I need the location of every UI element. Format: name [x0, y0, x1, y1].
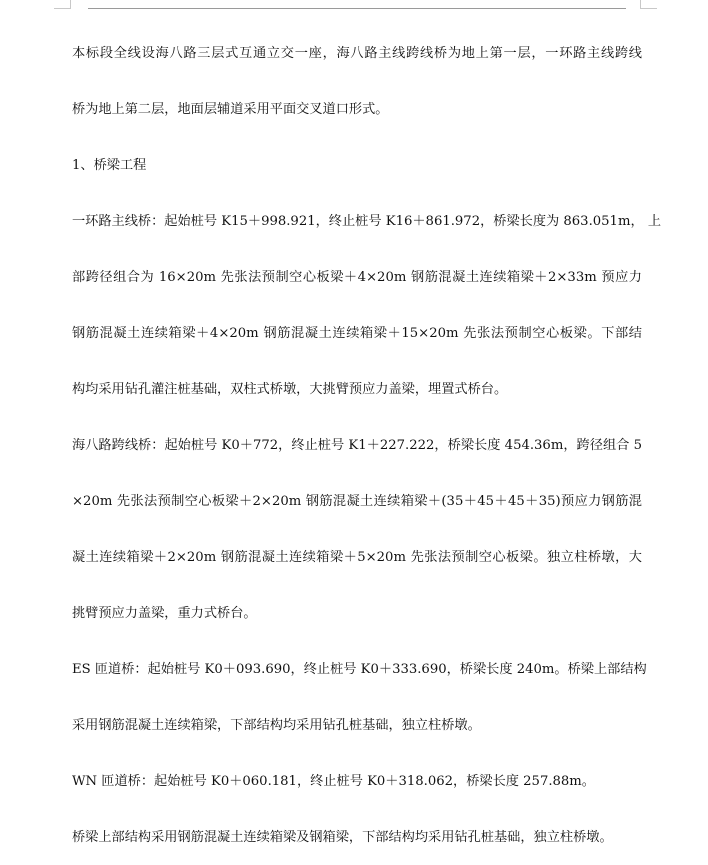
paragraph-line: 采用钢筋混凝土连续箱梁，下部结构均采用钻孔桩基础，独立柱桥墩。 — [72, 718, 481, 733]
paragraph-line: ×20m 先张法预制空心板梁＋2×20m 钢筋混凝土连续箱梁＋(35＋45＋45＋35)预应力钢筋混 — [72, 494, 642, 509]
paragraph-line: 一环路主线桥：起始桩号 K15＋998.921，终止桩号 K16＋861.972，桥梁长度为 863.051m， 上 — [72, 214, 662, 229]
paragraph-line: 构均采用钻孔灌注桩基础，双柱式桥墩，大挑臂预应力盖梁，埋置式桥台。 — [72, 382, 508, 397]
paragraph-line: 桥梁上部结构采用钢筋混凝土连续箱梁及钢箱梁，下部结构均采用钻孔桩基础，独立柱桥墩。 — [72, 830, 613, 845]
paragraph-line: 部跨径组合为 16×20m 先张法预制空心板梁＋4×20m 钢筋混凝土连续箱梁＋2×33m 预应力 — [72, 270, 642, 285]
paragraph-line: 钢筋混凝土连续箱梁＋4×20m 钢筋混凝土连续箱梁＋15×20m 先张法预制空心板梁。下部结 — [72, 326, 642, 341]
page-corner-mark-left — [54, 0, 71, 9]
paragraph-line: 凝土连续箱梁＋2×20m 钢筋混凝土连续箱梁＋5×20m 先张法预制空心板梁。独立柱桥墩，大 — [72, 550, 642, 565]
paragraph-line: WN 匝道桥：起始桩号 K0＋060.181，终止桩号 K0＋318.062，桥梁长度 257.88m。 — [72, 774, 595, 789]
paragraph-line: 海八路跨线桥：起始桩号 K0＋772，终止桩号 K1＋227.222，桥梁长度 454.36m，跨径组合 5 — [72, 438, 642, 453]
page-top-rule — [88, 8, 626, 9]
paragraph-line: 本标段全线设海八路三层式互通立交一座，海八路主线跨线桥为地上第一层，一环路主线跨线 — [72, 46, 642, 61]
page-corner-mark-right — [640, 0, 657, 9]
section-heading: 1、桥梁工程 — [72, 158, 147, 173]
paragraph-line: 桥为地上第二层，地面层辅道采用平面交叉道口形式。 — [72, 102, 389, 117]
paragraph-line: 挑臂预应力盖梁，重力式桥台。 — [72, 606, 257, 621]
paragraph-line: ES 匝道桥：起始桩号 K0＋093.690，终止桩号 K0＋333.690，桥梁长度 240m。桥梁上部结构 — [72, 662, 647, 677]
